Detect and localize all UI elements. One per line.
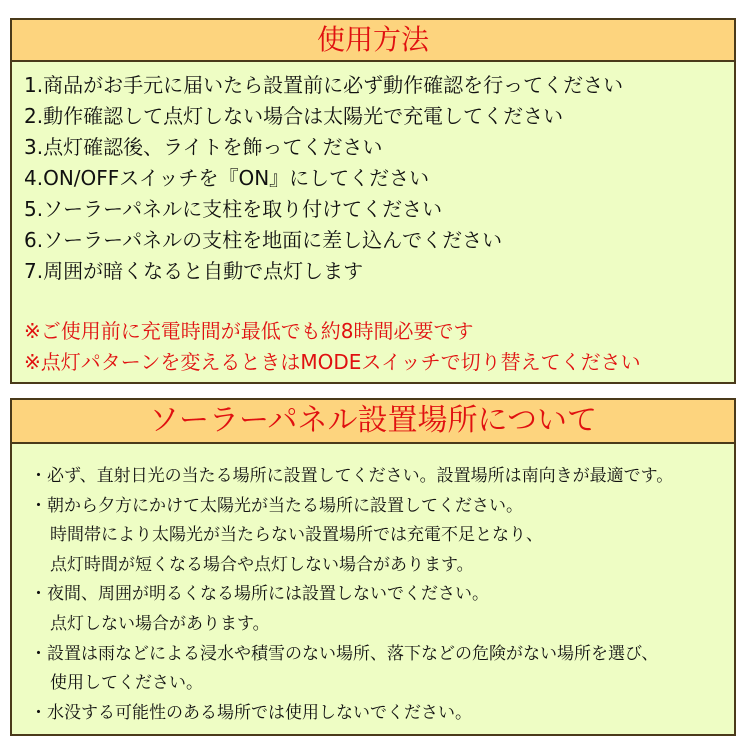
usage-section — [10, 18, 736, 384]
spacer — [24, 287, 734, 316]
placement-section — [10, 398, 736, 736]
placement-line: 点灯時間が短くなる場合や点灯しない場合があります。 — [50, 554, 474, 575]
placement-line: ・設置は雨などによる浸水や積雪のない場所、落下などの危険がない場所を選び、 — [30, 643, 659, 664]
placement-line: ・朝から夕方にかけて太陽光が当たる場所に設置してください。 — [30, 495, 523, 516]
placement-title: ソーラーパネル設置場所について — [12, 400, 734, 444]
usage-title: 使用方法 — [12, 20, 734, 62]
usage-step: 6.ソーラーパネルの支柱を地面に差し込んでください — [24, 228, 503, 252]
placement-line: 時間帯により太陽光が当たらない設置場所では充電不足となり、 — [50, 525, 543, 546]
placement-line: 点灯しない場合があります。 — [50, 613, 270, 634]
usage-step: 4.ON/OFFスイッチを『ON』にしてください — [24, 166, 430, 190]
usage-steps — [12, 62, 734, 378]
usage-note: ※点灯パターンを変えるときはMODEスイッチで切り替えてください — [24, 350, 641, 374]
usage-step: 2.動作確認して点灯しない場合は太陽光で充電してください — [24, 104, 564, 128]
placement-line: 使用してください。 — [50, 673, 203, 694]
usage-step: 3.点灯確認後、ライトを飾ってください — [24, 135, 383, 159]
usage-note: ※ご使用前に充電時間が最低でも約8時間必要です — [24, 319, 474, 343]
placement-line: ・水没する可能性のある場所では使用しないでください。 — [30, 702, 472, 723]
usage-step: 1.商品がお手元に届いたら設置前に必ず動作確認を行ってください — [24, 73, 624, 97]
usage-step: 5.ソーラーパネルに支柱を取り付けてください — [24, 197, 443, 221]
usage-step: 7.周囲が暗くなると自動で点灯します — [24, 259, 364, 283]
placement-line: ・必ず、直射日光の当たる場所に設置してください。設置場所は南向きが最適です。 — [30, 466, 674, 486]
placement-line: ・夜間、周囲が明るくなる場所には設置しないでください。 — [30, 584, 489, 605]
placement-lines — [12, 444, 734, 728]
